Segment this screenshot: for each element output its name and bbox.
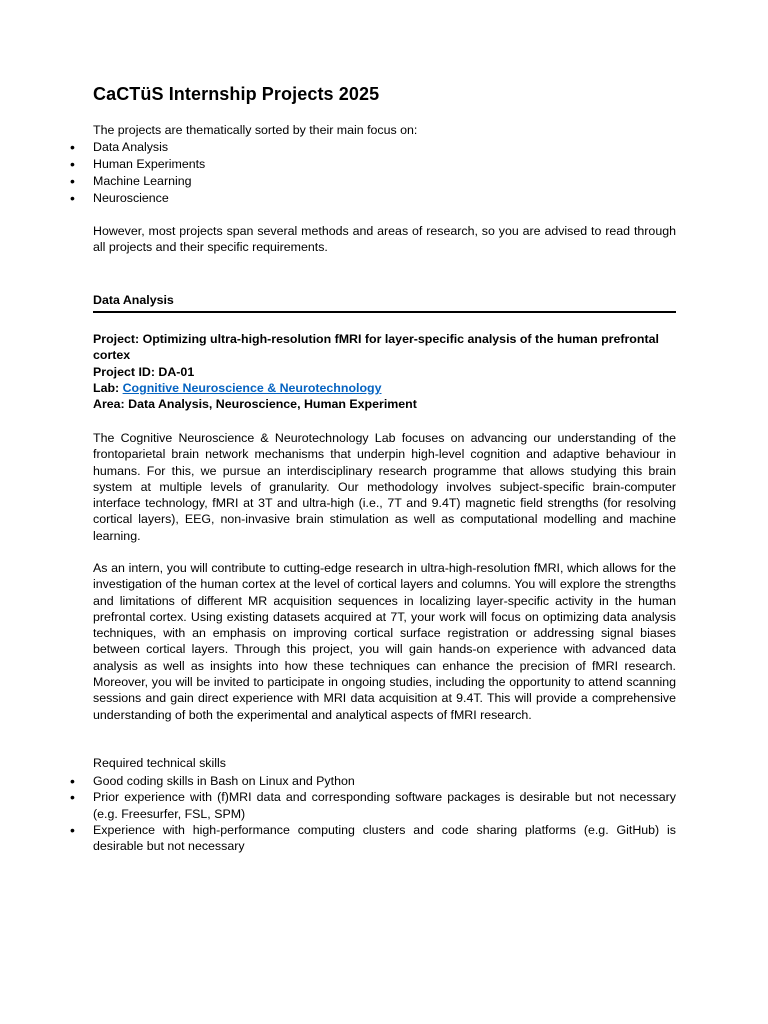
lab-description-paragraph: The Cognitive Neuroscience & Neurotechnology Lab focuses on advancing our understanding of the frontoparietal brain network mechanisms that underpin high-level cognition and adaptive behaviour in humans. For this, we pursue an interdisciplinary research programme that allows studying this brain system at multiple levels of granularity. Our methodology involves subject-specific brain-computer interface technology, fMRI at 3T and ultra-high (i.e., 7T and 9.4T) magnetic field strengths (for resolving cortical layers), EEG, non-invasive brain stimulation as well as computational modelling and machine learning. (93, 431, 676, 543)
project-lab (93, 380, 676, 396)
document-title: CaCTüS Internship Projects 2025 (93, 84, 380, 104)
lab-label: Lab: (93, 380, 120, 395)
section-heading: Data Analysis (93, 293, 676, 313)
list-item: • Data Analysis (93, 139, 205, 156)
list-item: • Prior experience with (f)MRI data and corresponding software packages is desirable but not necessary (e.g. Freesurfer, FSL, SPM) (93, 789, 676, 822)
project-id: Project ID: DA-01 (93, 364, 195, 379)
intern-description-paragraph: As an intern, you will contribute to cutting-edge research in ultra-high-resolution fMRI, which allows for the investigation of the human cortex at the level of cortical layers and columns. You will explore the strengths and limitations of different MR acquisition sequences in localizing layer-specific activity in the human prefrontal cortex. Using existing datasets acquired at 7T, your work will focus on optimizing data analysis techniques, with an emphasis on improving cortical surface registration or addressing signal biases between cortical layers. Through this project, you will gain hands-on experience with advanced data analysis as well as insights into how these techniques can enhance the precision of fMRI research. Moreover, you will be invited to participate in ongoing studies, including the opportunity to attend scanning sessions and gain direct experience with MRI data acquisition at 9.4T. This will provide a comprehensive understanding of both the experimental and analytical aspects of fMRI research. (93, 561, 676, 722)
topic-list (93, 139, 205, 207)
project-header (93, 331, 676, 412)
skills-heading: Required technical skills (93, 756, 226, 770)
skills-list (93, 773, 676, 854)
project-area: Area: Data Analysis, Neuroscience, Human Experiment (93, 397, 417, 412)
however-paragraph: However, most projects span several methods and areas of research, so you are advised to read through all projects and their specific requirements. (93, 224, 676, 255)
lab-link[interactable]: Cognitive Neuroscience & Neurotechnology (122, 380, 382, 395)
list-item: • Good coding skills in Bash on Linux and Python (93, 773, 676, 789)
list-item: • Neuroscience (93, 190, 205, 207)
list-item: • Machine Learning (93, 173, 205, 190)
project-title: Project: Optimizing ultra-high-resolution fMRI for layer-specific analysis of the human prefrontal cortex (93, 332, 659, 363)
list-item: • Experience with high-performance computing clusters and code sharing platforms (e.g. GitHub) is desirable but not necessary (93, 822, 676, 855)
list-item: • Human Experiments (93, 156, 205, 173)
intro-text: The projects are thematically sorted by their main focus on: (93, 123, 418, 137)
